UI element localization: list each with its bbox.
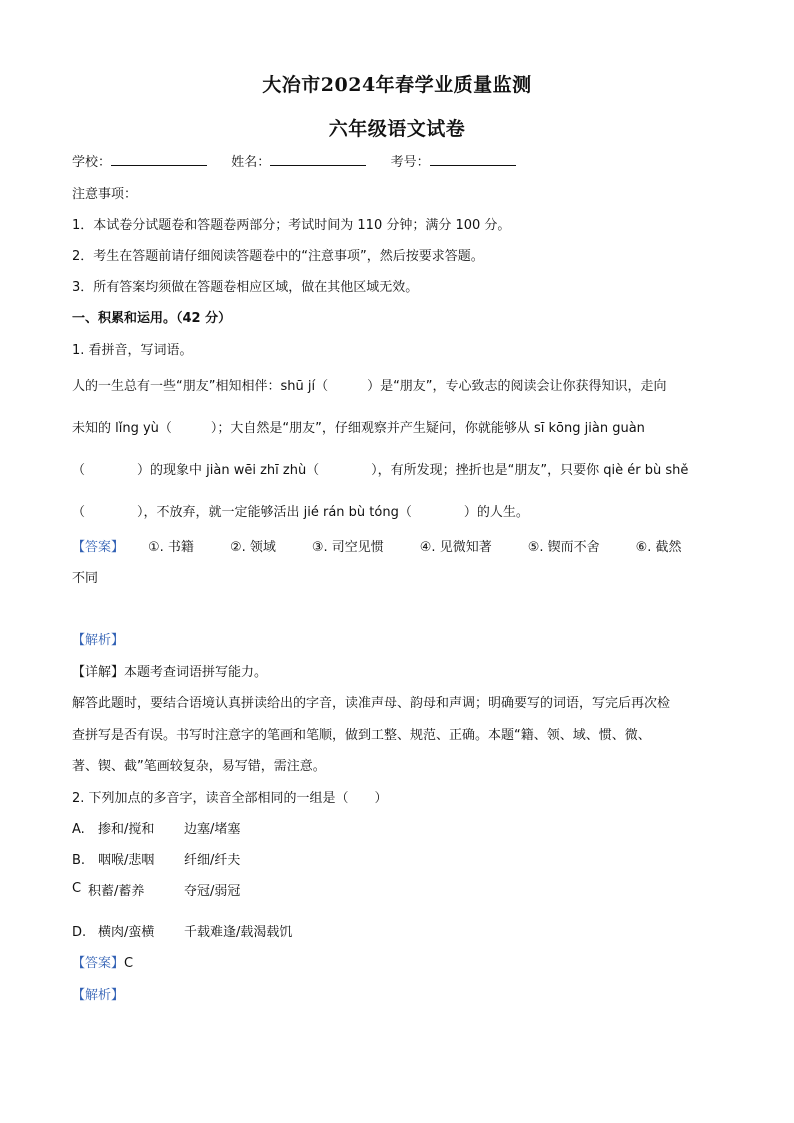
student-info-row [72, 151, 516, 170]
question-1-text-line: 人的一生总有一些“朋友”相知相伴：shū jí（ ）是“朋友”，专心致志的阅读会让你获得知识，走向 [72, 379, 667, 394]
option-word-b: 千载难逢/载渴载饥 [184, 925, 293, 940]
option-letter: B. [72, 853, 86, 868]
answer-tag: 【答案】 [72, 540, 125, 555]
question-1-text-line: （ ）的现象中 jiàn wēi zhī zhù（ ），有所发现；挫折也是“朋友”，只要你 qiè ér bù shě [72, 463, 689, 478]
name-label: 姓名： [231, 155, 271, 170]
explain-line: 查拼写是否有误。书写时注意字的笔画和笔顺，做到工整、规范、正确。本题“籍、领、域、惯、微、 [72, 728, 651, 743]
explain-line: 解答此题时，要结合语境认真拼读给出的字音，读准声母、韵母和声调；明确要写的词语，写完后再次检 [72, 696, 671, 711]
exam-no-label: 考号： [390, 155, 430, 170]
option-word-b: 夺冠/弱冠 [184, 884, 241, 899]
question-1-text-line: 未知的 lǐng yù（ ）；大自然是“朋友”，仔细观察并产生疑问，你就能够从 sī kōng jiàn guàn [72, 421, 645, 436]
answer-value: C [124, 956, 134, 971]
option-word-a: 掺和/搅和 [98, 822, 155, 837]
name-blank [270, 153, 366, 166]
question-2-stem: 2. 下列加点的多音字，读音全部相同的一组是（ ） [72, 791, 388, 806]
notice-item: 3．所有答案均须做在答题卷相应区域，做在其他区域无效。 [72, 280, 419, 295]
answer-item: ⑤. 锲而不舍 [527, 540, 600, 555]
option-row [72, 849, 240, 868]
option-word-a: 咽喉/悲咽 [98, 853, 155, 868]
detail-row [72, 661, 267, 680]
notice-heading: 注意事项： [72, 187, 138, 202]
notice-item: 2．考生在答题前请仔细阅读答题卷中的“注意事项”，然后按要求答题。 [72, 249, 484, 264]
exam-title: 大冶市2024年春学业质量监测 [262, 74, 532, 96]
detail-tag: 【详解】 [72, 665, 125, 680]
option-letter: D. [72, 925, 87, 940]
answer-tag: 【答案】 [72, 956, 125, 971]
question-1-text-line: （ ），不放弃，就一定能够活出 jié rán bù tóng（ ）的人生。 [72, 505, 529, 520]
option-word-b: 纤细/纤夫 [184, 853, 241, 868]
answer-item: ③. 司空见惯 [311, 540, 384, 555]
answer-item: ⑥. 截然 [635, 540, 682, 555]
analysis-tag: 【解析】 [72, 988, 125, 1003]
option-row [72, 921, 292, 940]
question-2-answer-row [72, 952, 133, 971]
answer-item: ①. 书籍 [148, 540, 194, 555]
explain-line: 著、锲、截”笔画较复杂，易写错，需注意。 [72, 759, 326, 774]
answer-item: ②. 领域 [229, 540, 276, 555]
answer-wrap-text: 不同 [72, 571, 99, 586]
option-row [72, 880, 240, 899]
analysis-tag: 【解析】 [72, 633, 125, 648]
notice-item: 1．本试卷分试题卷和答题卷两部分；考试时间为 110 分钟；满分 100 分。 [72, 218, 511, 233]
option-word-a: 积蓄/蓄养 [88, 884, 145, 899]
exam-no-blank [430, 153, 516, 166]
question-1-answer-row [72, 536, 682, 555]
school-label: 学校： [72, 155, 112, 170]
school-blank [111, 153, 207, 166]
option-letter: C [72, 881, 82, 896]
option-letter: A. [72, 822, 85, 837]
question-1-stem: 1. 看拼音，写词语。 [72, 343, 193, 358]
answer-item: ④. 见微知著 [419, 540, 492, 555]
option-row [72, 818, 240, 837]
option-word-b: 边塞/堵塞 [184, 822, 241, 837]
option-word-a: 横肉/蛮横 [98, 925, 155, 940]
detail-text: 本题考查词语拼写能力。 [124, 665, 268, 680]
section-heading: 一、积累和运用。（42 分） [72, 311, 232, 326]
exam-subtitle: 六年级语文试卷 [328, 118, 466, 140]
